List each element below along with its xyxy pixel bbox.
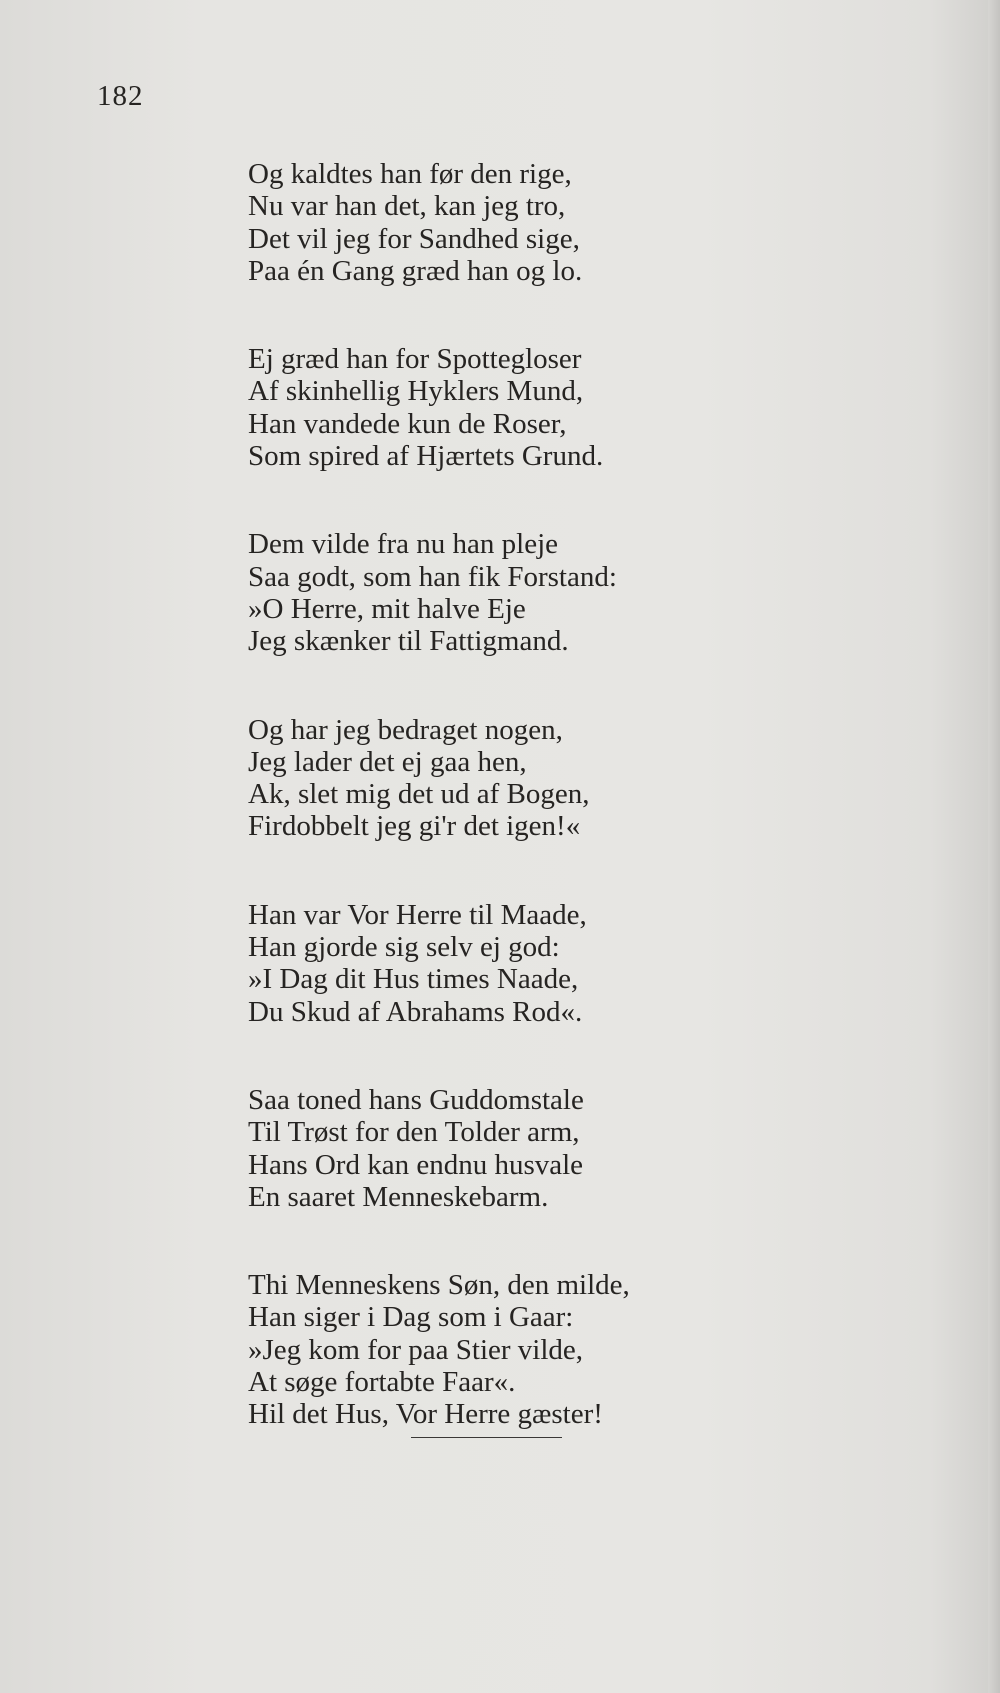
page-number: 182	[97, 80, 144, 112]
poem-line: Jeg skænker til Fattigmand.	[248, 625, 569, 658]
poem-line: Til Trøst for den Tolder arm,	[248, 1116, 580, 1149]
poem-line: Han siger i Dag som i Gaar:	[248, 1301, 574, 1334]
poem-line: Paa én Gang græd han og lo.	[248, 254, 583, 287]
poem-line: Dem vilde fra nu han pleje	[248, 528, 559, 561]
poem	[248, 158, 848, 1487]
poem-line: Hil det Hus, Vor Herre gæster!	[248, 1398, 603, 1431]
stanza-4	[248, 714, 848, 843]
poem-line: Og har jeg bedraget nogen,	[248, 713, 563, 746]
stanza-6	[248, 1084, 848, 1213]
stanza-5	[248, 899, 848, 1028]
poem-line: »O Herre, mit halve Eje	[248, 592, 526, 625]
poem-line: Han var Vor Herre til Maade,	[248, 898, 587, 931]
stanza-1	[248, 158, 848, 287]
poem-line: En saaret Menneskebarm.	[248, 1180, 549, 1213]
page-edge	[988, 0, 1000, 1693]
stanza-7	[248, 1269, 848, 1430]
poem-line: »Jeg kom for paa Stier vilde,	[248, 1333, 584, 1366]
poem-line: Og kaldtes han før den rige,	[248, 158, 572, 190]
poem-line: Af skinhellig Hyklers Mund,	[248, 375, 584, 408]
poem-line: Ak, slet mig det ud af Bogen,	[248, 778, 590, 811]
poem-line: Saa godt, som han fik Forstand:	[248, 560, 617, 593]
stanza-2	[248, 343, 848, 472]
poem-line: Han gjorde sig selv ej god:	[248, 931, 560, 964]
poem-line: Han vandede kun de Roser,	[248, 407, 567, 440]
poem-line: At søge fortabte Faar«.	[248, 1366, 516, 1399]
poem-line: Saa toned hans Guddomstale	[248, 1083, 584, 1116]
poem-line: Nu var han det, kan jeg tro,	[248, 190, 566, 223]
poem-line: Firdobbelt jeg gi'r det igen!«	[248, 810, 581, 843]
poem-line: Du Skud af Abrahams Rod«.	[248, 995, 583, 1028]
poem-line: »I Dag dit Hus times Naade,	[248, 963, 579, 996]
poem-line: Hans Ord kan endnu husvale	[248, 1148, 584, 1181]
poem-line: Thi Menneskens Søn, den milde,	[248, 1269, 630, 1302]
poem-line: Jeg lader det ej gaa hen,	[248, 745, 527, 778]
stanza-3	[248, 528, 848, 657]
poem-line: Ej græd han for Spottegloser	[248, 343, 582, 376]
poem-line: Som spired af Hjærtets Grund.	[248, 440, 604, 473]
section-divider	[411, 1437, 562, 1438]
poem-line: Det vil jeg for Sandhed sige,	[248, 222, 580, 255]
